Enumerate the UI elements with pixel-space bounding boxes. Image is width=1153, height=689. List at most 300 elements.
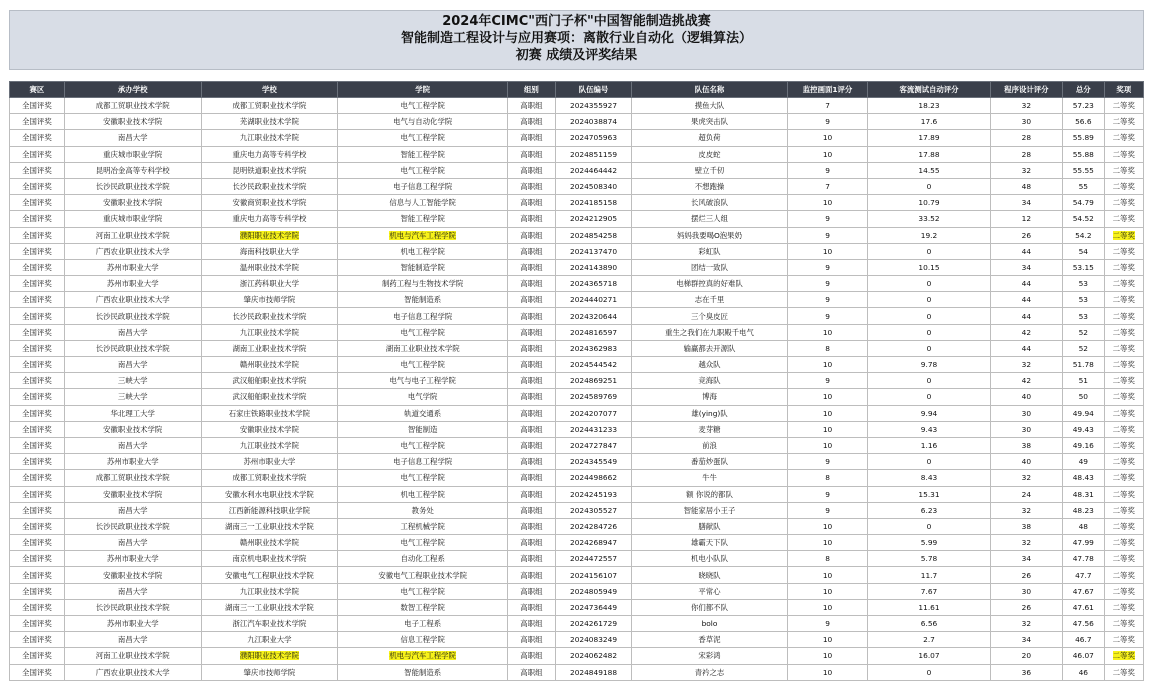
cell-traffic-score: 9.78 <box>868 357 990 373</box>
cell-traffic-score: 18.23 <box>868 98 990 114</box>
cell-program-score: 32 <box>990 616 1062 632</box>
cell-monitor-score: 8 <box>787 470 868 486</box>
cell-monitor-score: 10 <box>787 518 868 534</box>
column-header: 客流测试自动评分 <box>868 82 990 98</box>
cell-host-school: 长沙民政职业技术学院 <box>64 599 201 615</box>
cell-host-school: 南昌大学 <box>64 502 201 518</box>
cell-team-id: 2024854258 <box>555 227 632 243</box>
cell-award: 二等奖 <box>1104 308 1143 324</box>
cell-college: 智能工程学院 <box>338 146 508 162</box>
cell-college: 工程机械学院 <box>338 518 508 534</box>
cell-team-id: 2024472557 <box>555 551 632 567</box>
cell-program-score: 42 <box>990 373 1062 389</box>
table-row <box>10 567 1144 583</box>
cell-program-score: 28 <box>990 130 1062 146</box>
cell-award: 二等奖 <box>1104 292 1143 308</box>
cell-team-id: 2024705963 <box>555 130 632 146</box>
cell-team-name: 雄(ying)队 <box>632 405 787 421</box>
cell-college: 电气工程学院 <box>338 162 508 178</box>
cell-total: 53.15 <box>1063 259 1104 275</box>
cell-program-score: 34 <box>990 551 1062 567</box>
cell-monitor-score: 9 <box>787 259 868 275</box>
cell-group: 高职组 <box>508 373 556 389</box>
cell-award: 二等奖 <box>1104 486 1143 502</box>
cell-region: 全国评奖 <box>10 648 65 664</box>
cell-program-score: 44 <box>990 340 1062 356</box>
cell-college: 信息工程学院 <box>338 632 508 648</box>
cell-host-school: 三峡大学 <box>64 373 201 389</box>
cell-monitor-score: 9 <box>787 373 868 389</box>
cell-total: 47.56 <box>1063 616 1104 632</box>
cell-region: 全国评奖 <box>10 373 65 389</box>
cell-college: 智能制造系 <box>338 292 508 308</box>
table-row <box>10 324 1144 340</box>
cell-group: 高职组 <box>508 551 556 567</box>
table-row <box>10 583 1144 599</box>
cell-team-name: 壁立千仞 <box>632 162 787 178</box>
cell-school: 长沙民政职业技术学院 <box>201 308 338 324</box>
cell-program-score: 30 <box>990 405 1062 421</box>
cell-monitor-score: 9 <box>787 276 868 292</box>
table-row <box>10 454 1144 470</box>
table-row <box>10 178 1144 194</box>
cell-team-name: 三个臭皮匠 <box>632 308 787 324</box>
cell-award: 二等奖 <box>1104 437 1143 453</box>
cell-college: 数智工程学院 <box>338 599 508 615</box>
cell-college: 电气学院 <box>338 389 508 405</box>
cell-host-school: 南昌大学 <box>64 583 201 599</box>
cell-program-score: 38 <box>990 518 1062 534</box>
cell-school: 南京机电职业技术学院 <box>201 551 338 567</box>
cell-school: 昆明铁道职业技术学院 <box>201 162 338 178</box>
cell-region: 全国评奖 <box>10 502 65 518</box>
cell-total: 55.88 <box>1063 146 1104 162</box>
cell-school: 芜湖职业技术学院 <box>201 114 338 130</box>
cell-traffic-score: 5.99 <box>868 535 990 551</box>
table-row <box>10 632 1144 648</box>
cell-total: 49.16 <box>1063 437 1104 453</box>
cell-total: 54 <box>1063 243 1104 259</box>
cell-program-score: 30 <box>990 114 1062 130</box>
cell-team-name: 机电小队队 <box>632 551 787 567</box>
cell-host-school: 长沙民政职业技术学院 <box>64 178 201 194</box>
cell-host-school: 安徽职业技术学院 <box>64 567 201 583</box>
cell-region: 全国评奖 <box>10 308 65 324</box>
cell-team-id: 2024038874 <box>555 114 632 130</box>
column-header: 队伍编号 <box>555 82 632 98</box>
cell-team-id: 2024727847 <box>555 437 632 453</box>
cell-group: 高职组 <box>508 259 556 275</box>
cell-total: 55 <box>1063 178 1104 194</box>
cell-program-score: 26 <box>990 567 1062 583</box>
cell-group: 高职组 <box>508 648 556 664</box>
cell-school: 湖南工业职业技术学院 <box>201 340 338 356</box>
cell-traffic-score: 1.16 <box>868 437 990 453</box>
table-row <box>10 98 1144 114</box>
cell-monitor-score: 9 <box>787 486 868 502</box>
cell-school: 重庆电力高等专科学校 <box>201 211 338 227</box>
cell-host-school: 苏州市职业大学 <box>64 259 201 275</box>
cell-monitor-score: 9 <box>787 616 868 632</box>
cell-college: 电子信息工程学院 <box>338 178 508 194</box>
cell-monitor-score: 10 <box>787 195 868 211</box>
cell-group: 高职组 <box>508 227 556 243</box>
cell-team-name: 宋彩鸿 <box>632 648 787 664</box>
cell-school: 石家庄铁路职业技术学院 <box>201 405 338 421</box>
table-row <box>10 243 1144 259</box>
table-body <box>10 98 1144 681</box>
cell-monitor-score: 10 <box>787 389 868 405</box>
cell-host-school: 苏州市职业大学 <box>64 454 201 470</box>
cell-school: 湖南三一工业职业技术学院 <box>201 518 338 534</box>
cell-team-id: 2024849188 <box>555 664 632 680</box>
cell-traffic-score: 0 <box>868 454 990 470</box>
cell-monitor-score: 10 <box>787 130 868 146</box>
cell-group: 高职组 <box>508 276 556 292</box>
cell-team-name: 志在千里 <box>632 292 787 308</box>
cell-host-school: 长沙民政职业技术学院 <box>64 518 201 534</box>
cell-group: 高职组 <box>508 437 556 453</box>
cell-college: 制药工程与生物技术学院 <box>338 276 508 292</box>
cell-program-score: 44 <box>990 276 1062 292</box>
cell-monitor-score: 8 <box>787 340 868 356</box>
cell-group: 高职组 <box>508 195 556 211</box>
cell-team-name: 电梯群控真的好难队 <box>632 276 787 292</box>
cell-team-id: 2024816597 <box>555 324 632 340</box>
cell-monitor-score: 9 <box>787 227 868 243</box>
cell-school: 九江职业大学 <box>201 632 338 648</box>
cell-team-id: 2024212905 <box>555 211 632 227</box>
table-row <box>10 551 1144 567</box>
cell-traffic-score: 0 <box>868 389 990 405</box>
results-table <box>9 81 1144 681</box>
cell-monitor-score: 9 <box>787 162 868 178</box>
table-row <box>10 259 1144 275</box>
cell-traffic-score: 11.7 <box>868 567 990 583</box>
cell-team-id: 2024805949 <box>555 583 632 599</box>
cell-group: 高职组 <box>508 454 556 470</box>
cell-group: 高职组 <box>508 567 556 583</box>
cell-team-name: 彩虹队 <box>632 243 787 259</box>
cell-team-id: 2024284726 <box>555 518 632 534</box>
cell-monitor-score: 10 <box>787 583 868 599</box>
cell-traffic-score: 17.89 <box>868 130 990 146</box>
table-row <box>10 292 1144 308</box>
cell-total: 48.31 <box>1063 486 1104 502</box>
cell-college: 电气工程学院 <box>338 437 508 453</box>
cell-monitor-score: 10 <box>787 324 868 340</box>
cell-award: 二等奖 <box>1104 583 1143 599</box>
cell-monitor-score: 10 <box>787 357 868 373</box>
cell-school: 武汉船舶职业技术学院 <box>201 373 338 389</box>
cell-region: 全国评奖 <box>10 292 65 308</box>
cell-team-name: 番茄炒蛋队 <box>632 454 787 470</box>
cell-traffic-score: 19.2 <box>868 227 990 243</box>
cell-team-id: 2024185158 <box>555 195 632 211</box>
cell-host-school: 华北理工大学 <box>64 405 201 421</box>
cell-team-name: 重生之我们在九职殿千电气 <box>632 324 787 340</box>
cell-host-school: 南昌大学 <box>64 535 201 551</box>
cell-team-name: 妈妈我要喝O泡果奶 <box>632 227 787 243</box>
cell-program-score: 34 <box>990 195 1062 211</box>
cell-group: 高职组 <box>508 130 556 146</box>
cell-total: 55.89 <box>1063 130 1104 146</box>
cell-region: 全国评奖 <box>10 357 65 373</box>
table-row <box>10 486 1144 502</box>
table-row <box>10 340 1144 356</box>
cell-total: 53 <box>1063 292 1104 308</box>
cell-team-id: 2024736449 <box>555 599 632 615</box>
cell-college: 自动化工程系 <box>338 551 508 567</box>
cell-team-name: 不想跑操 <box>632 178 787 194</box>
cell-team-id: 2024305527 <box>555 502 632 518</box>
cell-host-school: 广西农业职业技术大学 <box>64 292 201 308</box>
cell-region: 全国评奖 <box>10 243 65 259</box>
report-title: 2024年CIMC"西门子杯"中国智能制造挑战赛 <box>442 14 711 29</box>
cell-traffic-score: 7.67 <box>868 583 990 599</box>
cell-total: 50 <box>1063 389 1104 405</box>
cell-program-score: 32 <box>990 502 1062 518</box>
cell-team-name: 摸鱼大队 <box>632 98 787 114</box>
cell-host-school: 河南工业职业技术学院 <box>64 648 201 664</box>
cell-award: 二等奖 <box>1104 389 1143 405</box>
cell-region: 全国评奖 <box>10 599 65 615</box>
cell-school: 安徽职业技术学院 <box>201 421 338 437</box>
cell-total: 47.67 <box>1063 583 1104 599</box>
cell-total: 52 <box>1063 340 1104 356</box>
table-row <box>10 211 1144 227</box>
cell-total: 49.94 <box>1063 405 1104 421</box>
cell-host-school: 安徽职业技术学院 <box>64 486 201 502</box>
cell-region: 全国评奖 <box>10 518 65 534</box>
cell-team-id: 2024207077 <box>555 405 632 421</box>
cell-college: 信息与人工智能学院 <box>338 195 508 211</box>
cell-program-score: 42 <box>990 324 1062 340</box>
cell-team-name: 智能家居小王子 <box>632 502 787 518</box>
cell-school: 赣州职业技术学院 <box>201 357 338 373</box>
cell-host-school: 安徽职业技术学院 <box>64 195 201 211</box>
cell-program-score: 30 <box>990 583 1062 599</box>
cell-team-name: 超负荷 <box>632 130 787 146</box>
cell-traffic-score: 33.52 <box>868 211 990 227</box>
cell-program-score: 48 <box>990 178 1062 194</box>
cell-team-id: 2024345549 <box>555 454 632 470</box>
cell-team-id: 2024062482 <box>555 648 632 664</box>
cell-traffic-score: 0 <box>868 373 990 389</box>
cell-host-school: 南昌大学 <box>64 437 201 453</box>
cell-host-school: 成都工贸职业技术学院 <box>64 470 201 486</box>
cell-college: 电气工程学院 <box>338 98 508 114</box>
cell-traffic-score: 10.15 <box>868 259 990 275</box>
cell-traffic-score: 0 <box>868 664 990 680</box>
table-row <box>10 227 1144 243</box>
cell-region: 全国评奖 <box>10 389 65 405</box>
cell-team-name: 皮皮蛇 <box>632 146 787 162</box>
cell-program-score: 32 <box>990 470 1062 486</box>
cell-region: 全国评奖 <box>10 98 65 114</box>
cell-monitor-score: 8 <box>787 551 868 567</box>
cell-group: 高职组 <box>508 599 556 615</box>
cell-monitor-score: 7 <box>787 178 868 194</box>
cell-total: 47.99 <box>1063 535 1104 551</box>
cell-program-score: 32 <box>990 98 1062 114</box>
cell-award: 二等奖 <box>1104 518 1143 534</box>
cell-group: 高职组 <box>508 340 556 356</box>
cell-host-school: 南昌大学 <box>64 632 201 648</box>
cell-monitor-score: 10 <box>787 664 868 680</box>
report-section-title: 初赛 成绩及评奖结果 <box>515 48 638 63</box>
cell-team-name: 摆烂三人组 <box>632 211 787 227</box>
cell-school: 濮阳职业技术学院 <box>201 227 338 243</box>
table-row <box>10 648 1144 664</box>
cell-monitor-score: 10 <box>787 632 868 648</box>
cell-total: 51.78 <box>1063 357 1104 373</box>
cell-host-school: 成都工贸职业技术学院 <box>64 98 201 114</box>
cell-group: 高职组 <box>508 518 556 534</box>
cell-monitor-score: 9 <box>787 114 868 130</box>
cell-traffic-score: 8.43 <box>868 470 990 486</box>
cell-award: 二等奖 <box>1104 373 1143 389</box>
cell-total: 49 <box>1063 454 1104 470</box>
column-header: 奖项 <box>1104 82 1143 98</box>
cell-region: 全国评奖 <box>10 340 65 356</box>
cell-traffic-score: 10.79 <box>868 195 990 211</box>
cell-college: 机电与汽车工程学院 <box>338 227 508 243</box>
cell-group: 高职组 <box>508 146 556 162</box>
cell-program-score: 34 <box>990 632 1062 648</box>
cell-award: 二等奖 <box>1104 535 1143 551</box>
cell-total: 54.52 <box>1063 211 1104 227</box>
cell-school: 温州职业技术学院 <box>201 259 338 275</box>
cell-program-score: 30 <box>990 421 1062 437</box>
cell-program-score: 28 <box>990 146 1062 162</box>
cell-award: 二等奖 <box>1104 357 1143 373</box>
cell-traffic-score: 5.78 <box>868 551 990 567</box>
cell-total: 48.43 <box>1063 470 1104 486</box>
cell-school: 肇庆市技师学院 <box>201 664 338 680</box>
cell-team-id: 2024320644 <box>555 308 632 324</box>
cell-group: 高职组 <box>508 502 556 518</box>
column-header: 赛区 <box>10 82 65 98</box>
cell-monitor-score: 10 <box>787 243 868 259</box>
cell-host-school: 重庆城市职业学院 <box>64 146 201 162</box>
cell-host-school: 南昌大学 <box>64 130 201 146</box>
cell-college: 电气工程学院 <box>338 470 508 486</box>
table-row <box>10 130 1144 146</box>
cell-host-school: 长沙民政职业技术学院 <box>64 340 201 356</box>
cell-team-name: 长风破浪队 <box>632 195 787 211</box>
cell-monitor-score: 9 <box>787 454 868 470</box>
cell-host-school: 南昌大学 <box>64 324 201 340</box>
column-header: 学院 <box>338 82 508 98</box>
cell-team-name: 越众队 <box>632 357 787 373</box>
cell-program-score: 44 <box>990 243 1062 259</box>
cell-college: 电子工程系 <box>338 616 508 632</box>
table-row <box>10 146 1144 162</box>
cell-award: 二等奖 <box>1104 616 1143 632</box>
cell-team-name: 果虎突击队 <box>632 114 787 130</box>
cell-team-name: 额 你说的都队 <box>632 486 787 502</box>
cell-team-id: 2024589769 <box>555 389 632 405</box>
cell-host-school: 长沙民政职业技术学院 <box>64 308 201 324</box>
cell-school: 海南科技职业大学 <box>201 243 338 259</box>
table-row <box>10 437 1144 453</box>
cell-team-id: 2024440271 <box>555 292 632 308</box>
cell-region: 全国评奖 <box>10 551 65 567</box>
cell-award: 二等奖 <box>1104 421 1143 437</box>
table-row <box>10 616 1144 632</box>
report-subtitle: 智能制造工程设计与应用赛项：离散行业自动化（逻辑算法） <box>400 31 752 46</box>
cell-monitor-score: 7 <box>787 98 868 114</box>
cell-college: 智能制造 <box>338 421 508 437</box>
cell-team-id: 2024431233 <box>555 421 632 437</box>
cell-team-id: 2024498662 <box>555 470 632 486</box>
cell-college: 轨道交通系 <box>338 405 508 421</box>
cell-school: 安徽电气工程职业技术学院 <box>201 567 338 583</box>
cell-program-score: 44 <box>990 292 1062 308</box>
cell-group: 高职组 <box>508 292 556 308</box>
cell-traffic-score: 0 <box>868 308 990 324</box>
cell-monitor-score: 9 <box>787 308 868 324</box>
cell-region: 全国评奖 <box>10 437 65 453</box>
cell-award: 二等奖 <box>1104 648 1143 664</box>
cell-award: 二等奖 <box>1104 259 1143 275</box>
cell-team-name: 香草泥 <box>632 632 787 648</box>
cell-team-id: 2024355927 <box>555 98 632 114</box>
cell-award: 二等奖 <box>1104 502 1143 518</box>
cell-award: 二等奖 <box>1104 567 1143 583</box>
cell-total: 48.23 <box>1063 502 1104 518</box>
cell-region: 全国评奖 <box>10 146 65 162</box>
cell-program-score: 34 <box>990 259 1062 275</box>
cell-monitor-score: 10 <box>787 437 868 453</box>
cell-group: 高职组 <box>508 405 556 421</box>
cell-group: 高职组 <box>508 114 556 130</box>
cell-traffic-score: 16.07 <box>868 648 990 664</box>
cell-school: 安徽商贸职业技术学院 <box>201 195 338 211</box>
cell-program-score: 20 <box>990 648 1062 664</box>
cell-team-name: 平常心 <box>632 583 787 599</box>
cell-total: 54.2 <box>1063 227 1104 243</box>
cell-team-name: 竞海队 <box>632 373 787 389</box>
cell-program-score: 32 <box>990 535 1062 551</box>
cell-region: 全国评奖 <box>10 583 65 599</box>
cell-program-score: 12 <box>990 211 1062 227</box>
cell-host-school: 广西农业职业技术大学 <box>64 664 201 680</box>
cell-region: 全国评奖 <box>10 535 65 551</box>
cell-team-name: 输赢都去开源队 <box>632 340 787 356</box>
cell-program-score: 44 <box>990 308 1062 324</box>
cell-host-school: 苏州市职业大学 <box>64 616 201 632</box>
cell-team-name: 青衿之志 <box>632 664 787 680</box>
cell-region: 全国评奖 <box>10 486 65 502</box>
table-row <box>10 421 1144 437</box>
cell-team-name: 膳献队 <box>632 518 787 534</box>
cell-traffic-score: 6.23 <box>868 502 990 518</box>
cell-college: 电气工程学院 <box>338 324 508 340</box>
cell-team-id: 2024508340 <box>555 178 632 194</box>
cell-group: 高职组 <box>508 664 556 680</box>
cell-region: 全国评奖 <box>10 421 65 437</box>
cell-award: 二等奖 <box>1104 276 1143 292</box>
table-row <box>10 502 1144 518</box>
cell-school: 赣州职业技术学院 <box>201 535 338 551</box>
cell-host-school: 南昌大学 <box>64 357 201 373</box>
cell-monitor-score: 10 <box>787 421 868 437</box>
cell-host-school: 昆明冶金高等专科学校 <box>64 162 201 178</box>
cell-college: 智能制造系 <box>338 664 508 680</box>
cell-monitor-score: 9 <box>787 292 868 308</box>
